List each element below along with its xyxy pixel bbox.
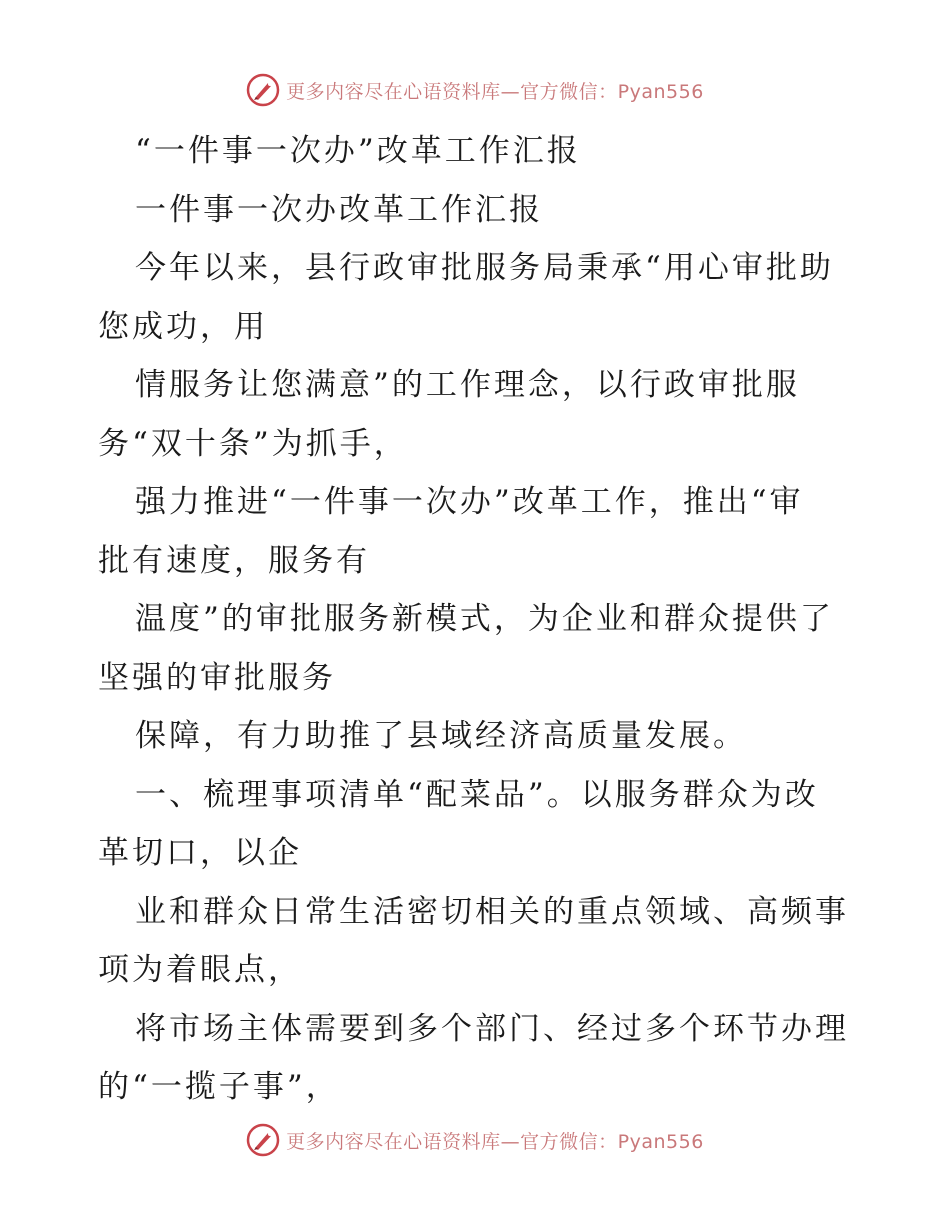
paragraph-line: 项为着眼点， xyxy=(98,952,302,988)
paragraph-line: 一件事一次办改革工作汇报 xyxy=(135,191,543,228)
paragraph-line: 务“双十条”为抓手， xyxy=(98,425,408,462)
paragraph-line: 强力推进“一件事一次办”改革工作，推出“审 xyxy=(135,484,804,520)
paragraph-line: 今年以来，县行政审批服务局秉承“用心审批助 xyxy=(135,250,834,286)
paragraph-line: 保障，有力助推了县域经济高质量发展。 xyxy=(135,718,747,754)
pen-circle-logo-icon xyxy=(246,73,280,107)
header-watermark xyxy=(0,70,950,110)
paragraph-line: 您成功，用 xyxy=(98,308,268,345)
paragraph-line: 坚强的审批服务 xyxy=(98,659,336,696)
paragraph-line: “一件事一次办”改革工作汇报 xyxy=(135,133,581,169)
paragraph-line: 一、梳理事项清单“配菜品”。以服务群众为改 xyxy=(135,776,819,813)
paragraph-line: 情服务让您满意”的工作理念，以行政审批服 xyxy=(135,367,800,403)
paragraph-line: 革切口，以企 xyxy=(98,835,302,871)
paragraph-line: 温度”的审批服务新模式，为企业和群众提供了 xyxy=(135,601,834,637)
paragraph-line: 的“一揽子事”， xyxy=(98,1069,340,1105)
paragraph-line: 将市场主体需要到多个部门、经过多个环节办理 xyxy=(135,1010,849,1047)
paragraph-line: 批有速度，服务有 xyxy=(98,542,370,579)
watermark-text: 更多内容尽在心语资料库—官方微信：Pyan556 xyxy=(286,80,704,103)
pen-circle-logo-icon xyxy=(246,1123,280,1157)
watermark-text: 更多内容尽在心语资料库—官方微信：Pyan556 xyxy=(286,1130,704,1153)
document-body xyxy=(98,122,858,1117)
footer-watermark xyxy=(0,1120,950,1160)
paragraph-line: 业和群众日常生活密切相关的重点领域、高频事 xyxy=(135,893,849,930)
